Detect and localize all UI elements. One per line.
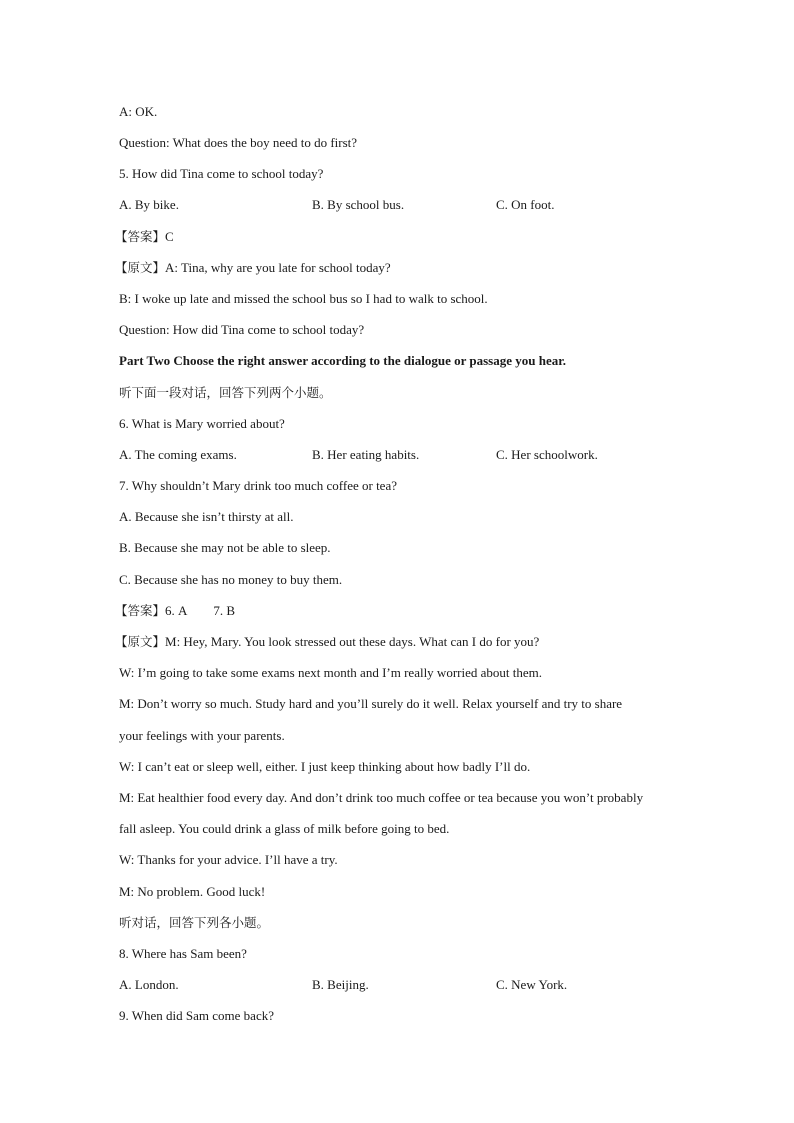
option-b: B. Beijing.: [312, 977, 369, 992]
question-line: Question: How did Tina come to school today?: [119, 322, 365, 337]
question-8: 8. Where has Sam been?: [119, 946, 247, 961]
original-tag: 【原文】: [115, 260, 166, 275]
answer-6-7: [115, 603, 685, 619]
dialogue-line: W: I can’t eat or sleep well, either. I just keep thinking about how badly I’ll do.: [119, 759, 531, 774]
option-c: C. New York.: [496, 977, 568, 992]
answer-tag: 【答案】: [115, 229, 166, 244]
original-text: M: Hey, Mary. You look stressed out these days. What can I do for you?: [165, 634, 540, 649]
dialogue-line: B: I woke up late and missed the school bus so I had to walk to school.: [119, 291, 488, 306]
instruction: 听对话，回答下列各小题。: [119, 915, 270, 930]
original-5: [115, 260, 685, 276]
dialogue-line: M: No problem. Good luck!: [119, 884, 266, 899]
dialogue-line: M: Eat healthier food every day. And don’t drink too much coffee or tea because you won’t probably: [119, 790, 644, 805]
original-text: A: Tina, why are you late for school today?: [165, 260, 391, 275]
dialogue-line: your feelings with your parents.: [119, 728, 285, 743]
question-9: 9. When did Sam come back?: [119, 1008, 274, 1023]
option-c: C. On foot.: [496, 197, 555, 212]
option-b: B. By school bus.: [312, 197, 405, 212]
dialogue-line: M: Don’t worry so much. Study hard and you’ll surely do it well. Relax yourself and try to share: [119, 696, 623, 711]
original-6-7: [115, 634, 685, 650]
option-b: B. Because she may not be able to sleep.: [119, 540, 331, 555]
answer-tag: 【答案】: [115, 603, 166, 618]
answer-5: [115, 229, 685, 245]
option-a: A. Because she isn’t thirsty at all.: [119, 509, 294, 524]
dialogue-line: W: I’m going to take some exams next month and I’m really worried about them.: [119, 665, 542, 680]
answer-value: 7. B: [213, 603, 236, 618]
answer-value: C: [165, 229, 174, 244]
option-a: A. By bike.: [119, 197, 179, 212]
question-7: 7. Why shouldn’t Mary drink too much coffee or tea?: [119, 478, 397, 493]
option-c: C. Because she has no money to buy them.: [119, 572, 343, 587]
question-line: Question: What does the boy need to do first?: [119, 135, 358, 150]
question-6: 6. What is Mary worried about?: [119, 416, 285, 431]
instruction: 听下面一段对话，回答下列两个小题。: [119, 385, 332, 400]
option-a: A. The coming exams.: [119, 447, 237, 462]
option-c: C. Her schoolwork.: [496, 447, 598, 462]
original-tag: 【原文】: [115, 634, 166, 649]
dialogue-line: fall asleep. You could drink a glass of milk before going to bed.: [119, 821, 450, 836]
answer-value: 6. A: [165, 603, 188, 618]
question-5: 5. How did Tina come to school today?: [119, 166, 324, 181]
section-heading: Part Two Choose the right answer according to the dialogue or passage you hear.: [119, 353, 567, 368]
option-b: B. Her eating habits.: [312, 447, 420, 462]
dialogue-line: W: Thanks for your advice. I’ll have a try.: [119, 852, 338, 867]
option-a: A. London.: [119, 977, 179, 992]
dialogue-line: A: OK.: [119, 104, 158, 119]
